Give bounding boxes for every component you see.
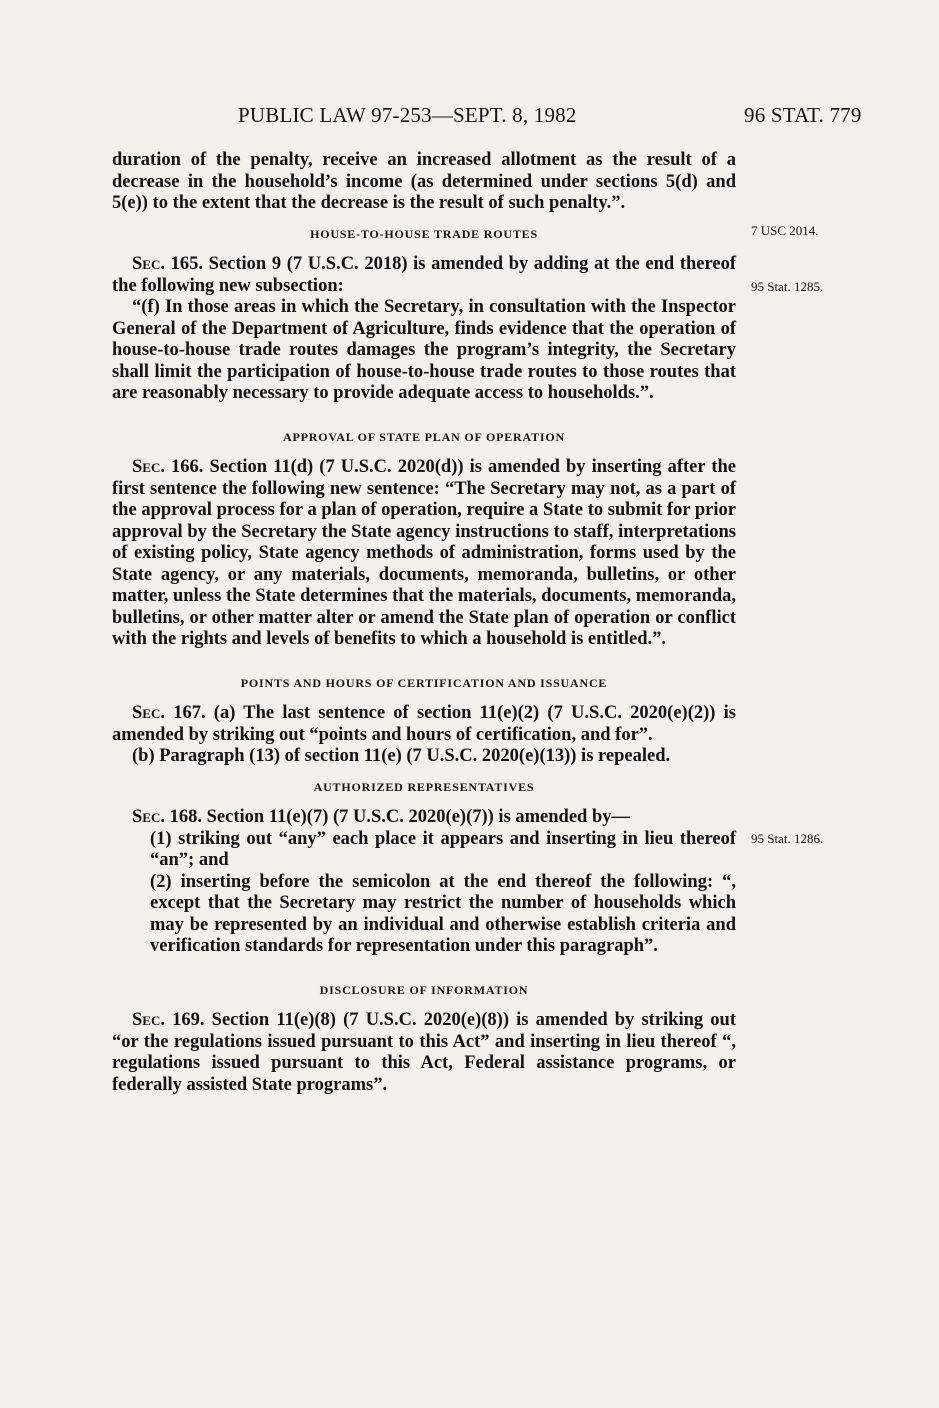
heading-house-to-house: HOUSE-TO-HOUSE TRADE ROUTES — [310, 226, 538, 241]
sec-label: Sec. — [132, 457, 165, 477]
section-165-subsection-f: “(f) In those areas in which the Secretary, in consultation with the Inspector General of the Department of Agriculture, finds evidence that the operation of house-to-house trade routes damages the program’s integrity, the Secretary shall limit the participation of house-to-house trade routes to those routes that are reasonably necessary to provide adequate access to households.”. — [112, 297, 736, 403]
section-166-text: 166. Section 11(d) (7 U.S.C. 2020(d)) is amended by inserting after the first sentence the following new sentence: “The Secretary may not, as a part of the approval process for a plan of operation, require a State to submit for prior approval by the Secretary the State agency instructions to staff, interpretations of existing policy, State agency methods of administration, forms used by the State agency, or any materials, documents, memoranda, bulletins, or other matter, unless the State determines that the materials, documents, memoranda, bulletins, or other matter alter or amend the State plan of operation or conflict with the rights and levels of benefits to which a household is entitled.”. — [112, 457, 736, 649]
section-165 — [112, 254, 736, 297]
heading-authorized-representatives: AUTHORIZED REPRESENTATIVES — [313, 779, 535, 794]
section-166 — [112, 457, 736, 651]
section-168-text: 168. Section 11(e)(7) (7 U.S.C. 2020(e)(7)) is amended by— — [164, 807, 631, 827]
section-168-item-2: (2) inserting before the semicolon at the end thereof the following: “, except that the Secretary may restrict the number of households which may be represented by an individual and otherwise establish criteria and verification standards for representation under this paragraph”. — [150, 871, 736, 956]
margin-note-95stat1285: 95 Stat. 1285. — [751, 279, 824, 294]
section-169 — [112, 1010, 736, 1096]
page-header-title: PUBLIC LAW 97-253—SEPT. 8, 1982 — [238, 103, 577, 127]
heading-approval-state-plan: APPROVAL OF STATE PLAN OF OPERATION — [283, 429, 565, 444]
document-body — [112, 150, 736, 1096]
margin-note-7usc2014: 7 USC 2014. — [751, 223, 819, 238]
page-header-stat: 96 STAT. 779 — [744, 103, 862, 127]
section-169-text: 169. Section 11(e)(8) (7 U.S.C. 2020(e)(8)) is amended by striking out “or the regulations issued pursuant to this Act” and inserting in lieu thereof “, regulations issued pursuant to this Act, Federal assistance programs, or federally assisted State programs”. — [112, 1010, 736, 1095]
section-167-b: (b) Paragraph (13) of section 11(e) (7 U.S.C. 2020(e)(13)) is repealed. — [132, 746, 671, 766]
paragraph-continued: duration of the penalty, receive an increased allotment as the result of a decrease in the household’s income (as determined under sections 5(d) and 5(e)) to the extent that the decrease is the result of such penalty.”. — [112, 150, 736, 213]
heading-points-and-hours: POINTS AND HOURS OF CERTIFICATION AND ISSUANCE — [240, 675, 608, 690]
section-165-text: 165. Section 9 (7 U.S.C. 2018) is amended by adding at the end thereof the following new subsection: — [112, 254, 736, 296]
sec-label: Sec. — [132, 703, 165, 723]
sec-label: Sec. — [132, 807, 165, 827]
section-167-text: 167. (a) The last sentence of section 11(e)(2) (7 U.S.C. 2020(e)(2)) is amended by striking out “points and hours of certification, and for”. — [112, 703, 736, 745]
heading-disclosure: DISCLOSURE OF INFORMATION — [319, 982, 529, 997]
sec-label: Sec. — [132, 1010, 165, 1030]
section-168-item-1: (1) striking out “any” each place it appears and inserting in lieu thereof “an”; and — [150, 828, 736, 870]
sec-label: Sec. — [132, 254, 165, 274]
section-167 — [112, 703, 736, 746]
margin-note-95stat1286: 95 Stat. 1286. — [751, 831, 824, 846]
section-168 — [112, 807, 736, 829]
